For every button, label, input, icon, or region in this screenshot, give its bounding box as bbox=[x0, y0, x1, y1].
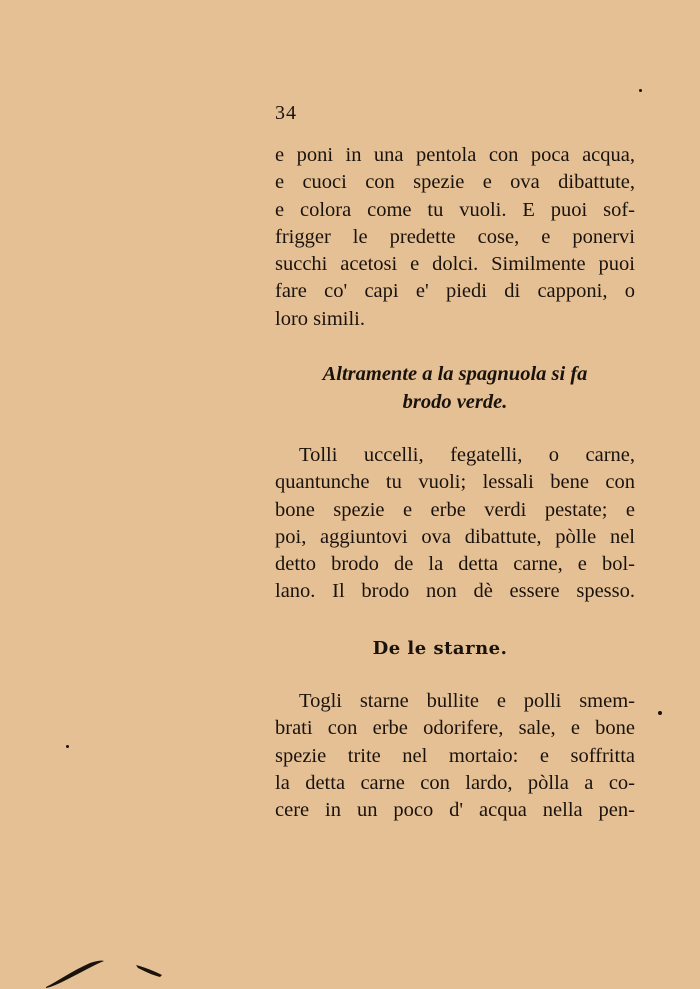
text-line: Togli starne bullite e polli smem- bbox=[299, 690, 635, 712]
section-heading-starne: De le starne. bbox=[372, 638, 508, 659]
text-line: brati con erbe odorifere, sale, e bone bbox=[275, 717, 635, 740]
text-line: spezie trite nel mortaio: e soffritta bbox=[275, 744, 635, 767]
text-line: quantunche tu vuoli; lessali bene con bbox=[275, 471, 635, 494]
text-line: frigger le predette cose, e ponervi bbox=[275, 225, 635, 248]
page-number: 34 bbox=[275, 102, 297, 124]
heading-line: Altramente a la spagnuola si fa bbox=[322, 363, 588, 385]
text-line: fare co' capi e' piedi di capponi, o bbox=[275, 280, 635, 303]
text-line: bone spezie e erbe verdi pestate; e bbox=[275, 498, 635, 521]
text-line: poi, aggiuntovi ova dibattute, pòlle nel bbox=[275, 525, 635, 548]
scan-speck bbox=[66, 745, 69, 748]
text-line: detto brodo de la detta carne, e bol- bbox=[275, 553, 635, 576]
heading-line: brodo verde. bbox=[402, 391, 508, 413]
text-line: loro simili. bbox=[275, 307, 365, 330]
text-line: e poni in una pentola con poca acqua, bbox=[275, 144, 635, 166]
text-line: e colora come tu vuoli. E puoi sof- bbox=[275, 198, 635, 221]
scan-speck bbox=[658, 711, 662, 715]
scan-speck bbox=[639, 89, 642, 92]
text-line: e cuoci con spezie e ova dibattute, bbox=[275, 171, 635, 194]
text-line: lano. Il brodo non dè essere spesso. bbox=[275, 580, 635, 603]
text-line: succhi acetosi e dolci. Similmente puoi bbox=[275, 253, 635, 276]
ink-smudge bbox=[44, 955, 168, 989]
paragraph-continuation bbox=[275, 142, 635, 333]
text-line: cere in un poco d' acqua nella pen- bbox=[275, 799, 635, 822]
paragraph-brodo-verde bbox=[275, 442, 635, 606]
section-heading-brodo-verde bbox=[275, 360, 635, 416]
text-line: Tolli uccelli, fegatelli, o carne, bbox=[299, 444, 635, 466]
text-line: la detta carne con lardo, pòlla a co- bbox=[275, 771, 635, 794]
paragraph-starne bbox=[275, 688, 635, 824]
